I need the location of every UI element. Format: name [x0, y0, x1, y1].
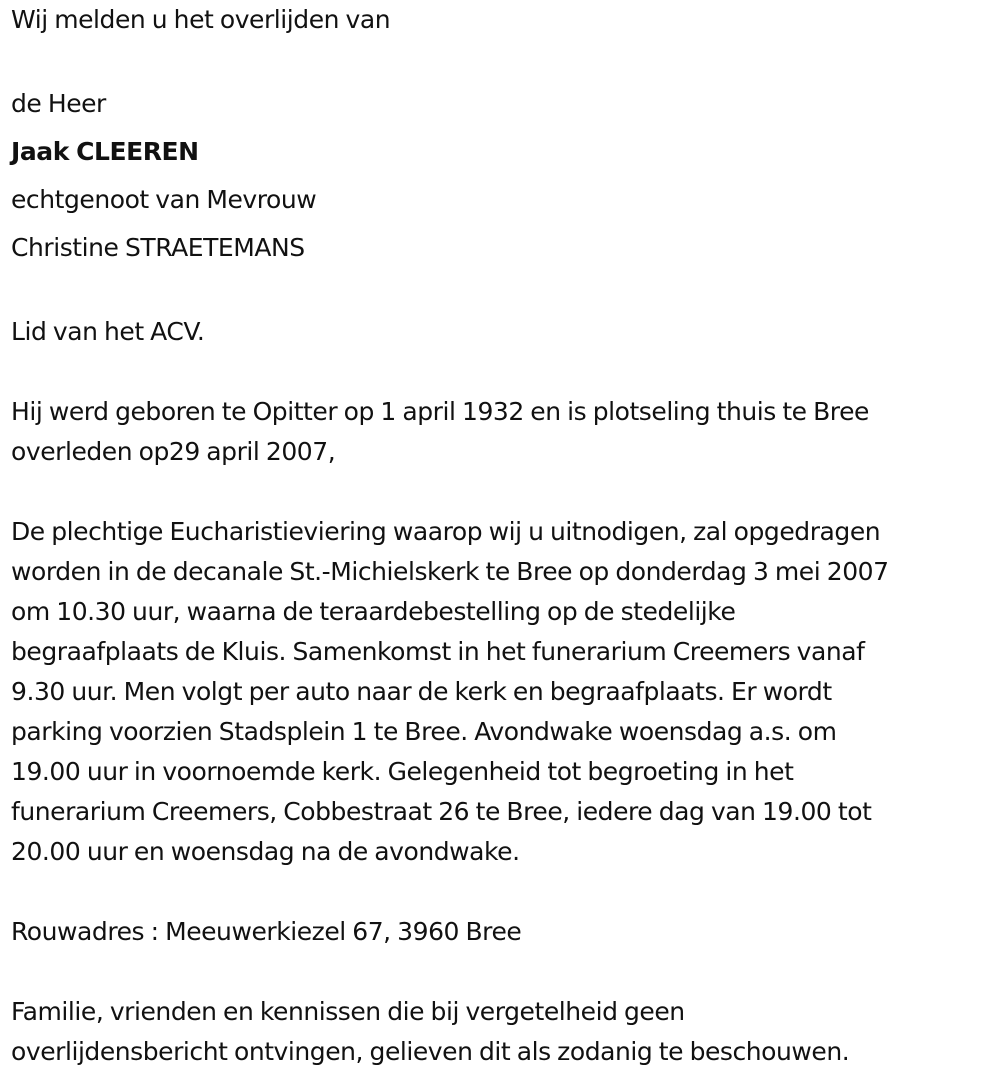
paragraph-line: overleden op29 april 2007, — [11, 437, 336, 466]
deceased-block — [11, 80, 991, 272]
paragraph-line: worden in de decanale St.-Michielskerk te Bree op donderdag 3 mei 2007 — [11, 557, 889, 586]
spouse-line-1: echtgenoot van Mevrouw — [11, 185, 317, 214]
paragraph-line: 19.00 uur in voornoemde kerk. Gelegenheid tot begroeting in het — [11, 757, 794, 786]
ceremony-paragraph — [11, 512, 991, 872]
spacer — [11, 952, 991, 992]
spacer — [11, 472, 991, 512]
paragraph-line: 20.00 uur en woensdag na de avondwake. — [11, 837, 520, 866]
paragraph-line: De plechtige Eucharistieviering waarop wij u uitnodigen, zal opgedragen — [11, 517, 881, 546]
spacer — [11, 352, 991, 392]
closing-paragraph — [11, 992, 991, 1072]
honorific: de Heer — [11, 89, 106, 118]
spouse-line-2: Christine STRAETEMANS — [11, 233, 305, 262]
paragraph-line: overlijdensbericht ontvingen, gelieven dit als zodanig te beschouwen. — [11, 1037, 850, 1066]
deceased-name: Jaak CLEEREN — [11, 137, 199, 166]
spacer — [11, 272, 991, 312]
membership-text: Lid van het ACV. — [11, 317, 205, 346]
paragraph-line: 9.30 uur. Men volgt per auto naar de kerk en begraafplaats. Er wordt — [11, 677, 832, 706]
paragraph-line: parking voorzien Stadsplein 1 te Bree. Avondwake woensdag a.s. om — [11, 717, 837, 746]
paragraph-line: funerarium Creemers, Cobbestraat 26 te Bree, iedere dag van 19.00 tot — [11, 797, 872, 826]
death-notice — [11, 0, 991, 1072]
spacer — [11, 872, 991, 912]
intro-text: Wij melden u het overlijden van — [11, 5, 391, 34]
paragraph-line: Familie, vrienden en kennissen die bij vergetelheid geen — [11, 997, 685, 1026]
mourning-address: Rouwadres : Meeuwerkiezel 67, 3960 Bree — [11, 917, 522, 946]
spacer — [11, 40, 991, 80]
birth-death-paragraph — [11, 392, 991, 472]
paragraph-line: begraafplaats de Kluis. Samenkomst in het funerarium Creemers vanaf — [11, 637, 865, 666]
paragraph-line: Hij werd geboren te Opitter op 1 april 1932 en is plotseling thuis te Bree — [11, 397, 869, 426]
paragraph-line: om 10.30 uur, waarna de teraardebestelling op de stedelijke — [11, 597, 736, 626]
